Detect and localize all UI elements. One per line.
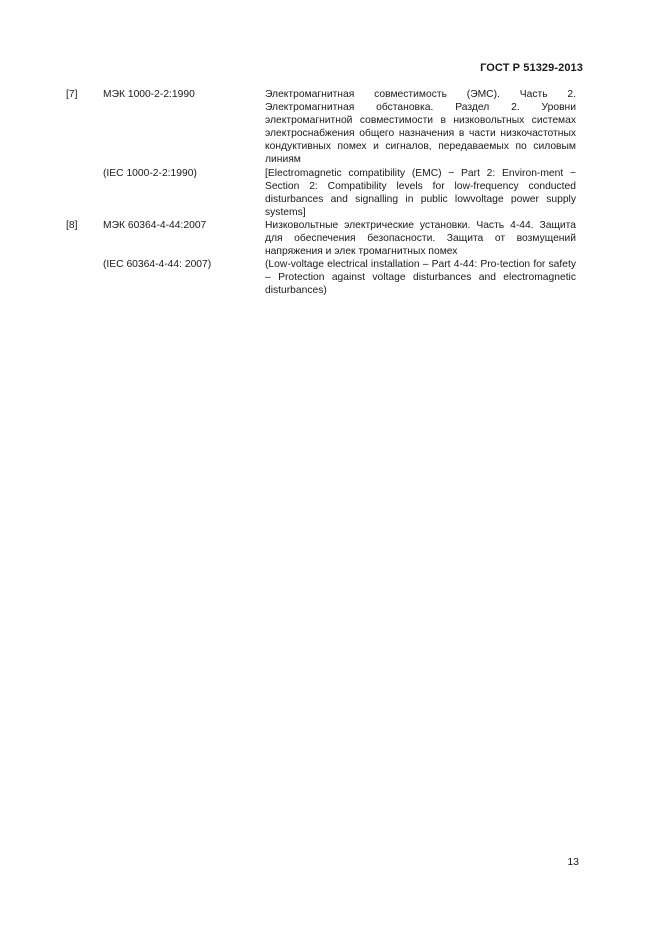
entry-title-en: [Electromagnetic compatibility (EMC) − Part 2: Environ-ment − Section 2: Compatibility levels for low-frequency conducted disturbances and signalling in public lowvoltage power supply systems] — [265, 167, 576, 218]
entry-en-line — [66, 258, 586, 297]
entry-ru-line — [66, 219, 586, 258]
entry-title-ru: Электромагнитная совместимость (ЭМС). Часть 2. Электромагнитная обстановка. Раздел 2. Уровни электромагнитной совместимости в низковольтных системах электроснабжения общего назначения в части низкочастотных кондуктивных помех и сигналов, передаваемых по силовым линиям — [265, 89, 576, 166]
entry-number: [8] — [66, 219, 78, 231]
document-header: ГОСТ Р 51329-2013 — [480, 62, 583, 74]
entry-title-en: (Low-voltage electrical installation – Part 4-44: Pro-tection for safety – Protection against voltage disturbances and electromagnetic disturbances) — [265, 259, 576, 297]
entry-number: [7] — [66, 89, 78, 100]
bibliography-entry-7 — [66, 88, 586, 219]
entry-code-en: (IEC 1000-2-2:1990) — [103, 167, 197, 179]
page-number: 13 — [567, 856, 579, 868]
entry-en-line — [66, 167, 586, 219]
bibliography-entry-8 — [66, 219, 586, 298]
entry-ru-line — [66, 88, 586, 167]
bibliography-list — [66, 88, 586, 298]
entry-title-ru: Низковольтные электрические установки. Часть 4-44. Защита для обеспечения безопасности. Защита от возмущений напряжения и элек тромагнитных помех — [265, 219, 576, 258]
entry-code-ru: МЭК 60364-4-44:2007 — [103, 219, 207, 231]
entry-code-en: (IEC 60364-4-44: 2007) — [103, 259, 212, 271]
entry-code-ru: МЭК 1000-2-2:1990 — [103, 89, 195, 100]
